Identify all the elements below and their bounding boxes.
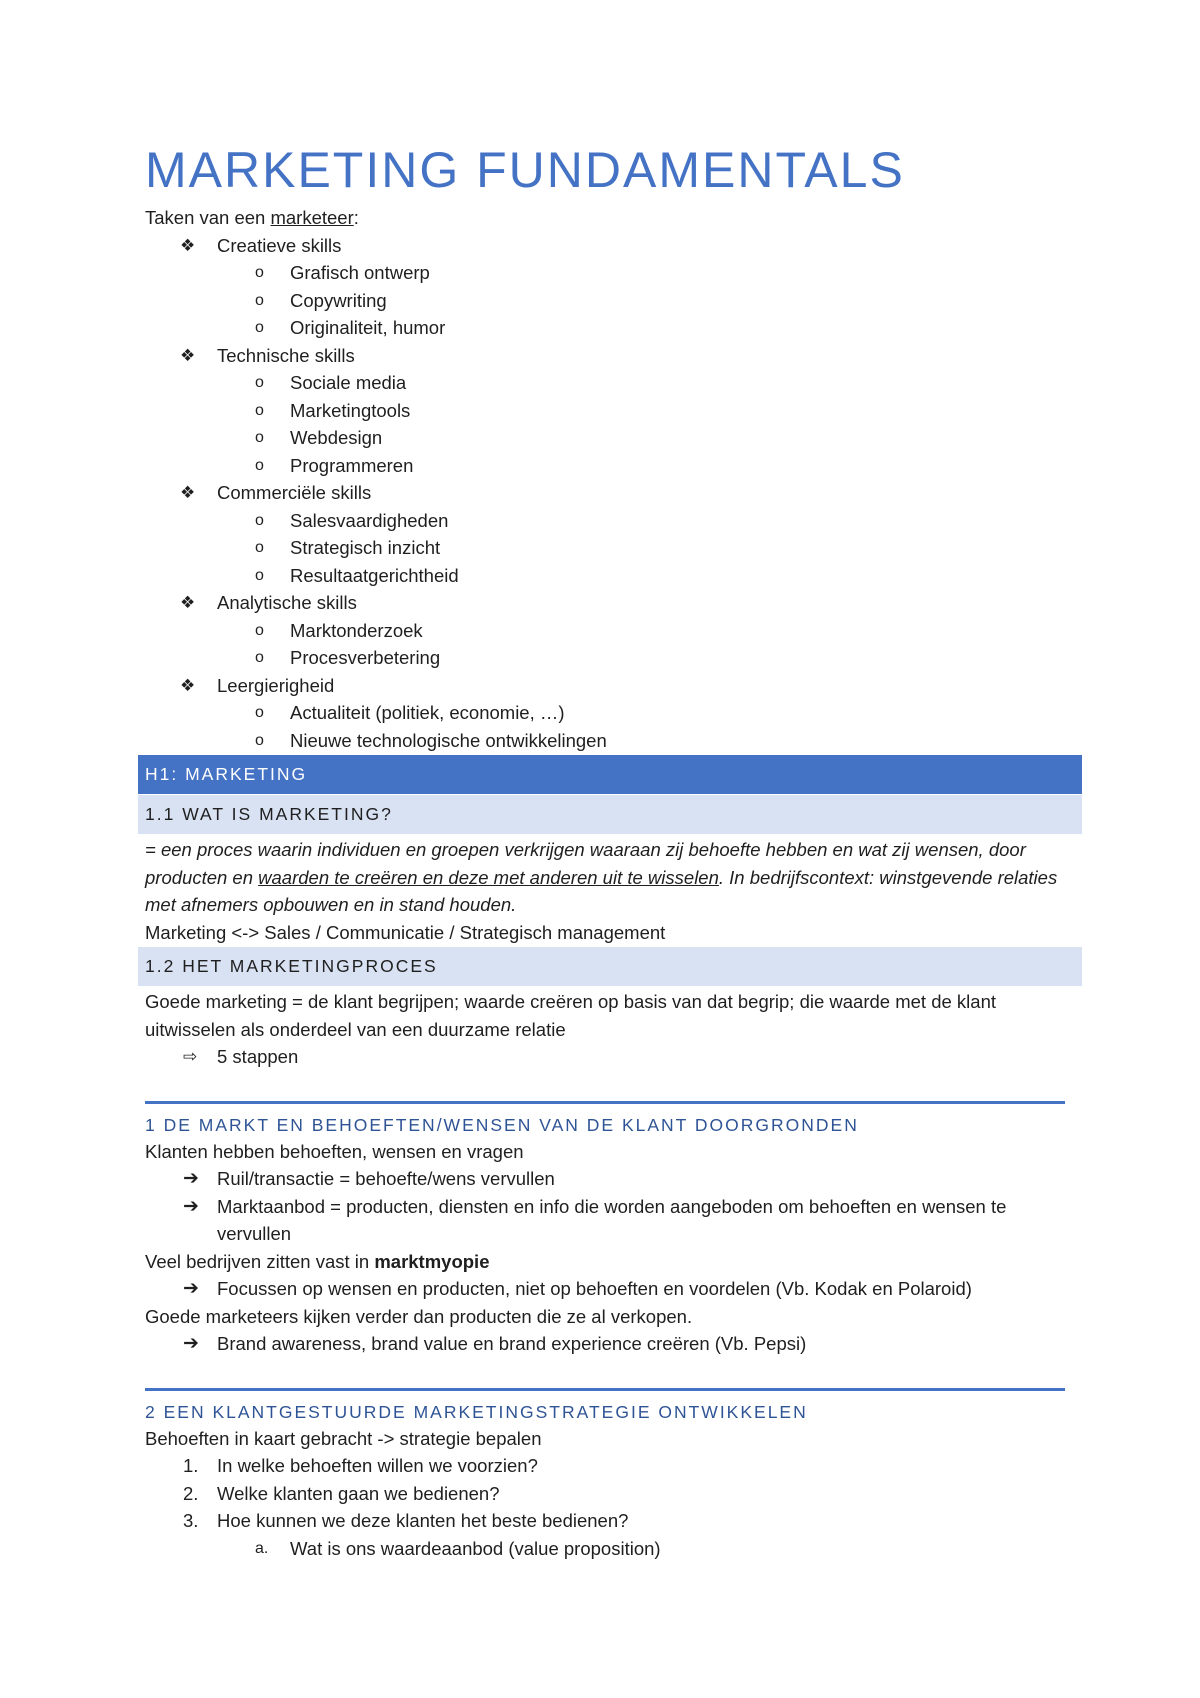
lettered-sub-item <box>145 1535 1075 1563</box>
sub-item-label: Grafisch ontwerp <box>290 262 430 283</box>
skill-item <box>145 479 1075 507</box>
circle-bullet-icon: o <box>255 539 264 556</box>
sub-item <box>145 507 1075 535</box>
arrow-item-label: Brand awareness, brand value en brand experience creëren (Vb. Pepsi) <box>217 1333 807 1354</box>
step-2-line: Behoeften in kaart gebracht -> strategie bepalen <box>145 1427 542 1449</box>
step-1-heading: 1 DE MARKT EN BEHOEFTEN/WENSEN VAN DE KLANT DOORGRONDEN <box>145 1101 1065 1138</box>
diamond-bullet-icon: ❖ <box>180 593 196 612</box>
sub-item-label: Copywriting <box>290 289 387 311</box>
skill-item <box>145 589 1075 617</box>
sub-item <box>145 534 1075 562</box>
marketing-relations-line: Marketing <-> Sales / Communicatie / Strategisch management <box>145 921 666 943</box>
definition-underlined: waarden te creëren en deze met anderen uit te wisselen <box>258 866 719 888</box>
sub-item <box>145 424 1075 452</box>
sub-item <box>145 452 1075 480</box>
circle-bullet-icon: o <box>255 456 264 474</box>
intro-suffix: : <box>353 207 359 228</box>
numbered-item-label: Welke klanten gaan we bedienen? <box>217 1482 500 1504</box>
step-1-line: Goede marketeers kijken verder dan producten die ze al verkopen. <box>145 1305 693 1327</box>
sub-item-label: Strategisch inzicht <box>290 537 441 558</box>
numbered-item <box>145 1507 1075 1535</box>
sub-item-label: Procesverbetering <box>290 647 441 668</box>
arrow-right-icon: ➔ <box>183 1168 199 1189</box>
sub-item <box>145 397 1075 425</box>
circle-bullet-icon: o <box>255 264 264 281</box>
diamond-bullet-icon: ❖ <box>180 345 196 365</box>
sub-item-label: Webdesign <box>290 427 383 448</box>
arrow-item-label: Focussen op wensen en producten, niet op behoeften en voordelen (Vb. Kodak en Polaroid) <box>217 1278 972 1299</box>
steps-item <box>145 1043 1075 1071</box>
sub-item-label: Sociale media <box>290 372 407 393</box>
myopia-term: marktmyopie <box>374 1250 490 1272</box>
circle-bullet-icon: o <box>255 401 264 419</box>
circle-bullet-icon: o <box>255 511 264 529</box>
circle-bullet-icon: o <box>255 566 264 584</box>
arrow-right-icon: ➔ <box>183 1333 199 1354</box>
arrow-item <box>145 1165 1075 1193</box>
circle-bullet-icon: o <box>255 731 264 749</box>
arrow-right-icon: ➔ <box>183 1278 199 1299</box>
skill-label: Leergierigheid <box>217 674 335 696</box>
circle-bullet-icon: o <box>255 291 264 309</box>
sub-item <box>145 287 1075 315</box>
arrow-item-label: Ruil/transactie = behoefte/wens vervullen <box>217 1168 555 1189</box>
myopia-prefix: Veel bedrijven zitten vast in <box>145 1250 375 1272</box>
section-heading-1-2: 1.2 HET MARKETINGPROCES <box>138 947 1082 986</box>
skill-label: Commerciële skills <box>217 482 372 503</box>
skill-item <box>145 672 1075 700</box>
circle-bullet-icon: o <box>255 649 264 666</box>
sub-item-label: Resultaatgerichtheid <box>290 564 459 586</box>
marketing-definition <box>145 836 1075 919</box>
intro-prefix: Taken van een <box>145 207 271 228</box>
sub-item <box>145 644 1075 672</box>
numbered-item <box>145 1452 1075 1480</box>
document-content <box>145 140 1075 1562</box>
step-2-heading: 2 EEN KLANTGESTUURDE MARKETINGSTRATEGIE ONTWIKKELEN <box>145 1388 1065 1425</box>
sub-item-label: Actualiteit (politiek, economie, …) <box>290 702 565 723</box>
sub-item-label: Marketingtools <box>290 399 411 421</box>
step-1-myopia-line <box>145 1248 1075 1276</box>
skill-label: Technische skills <box>217 344 355 366</box>
chapter-heading-bar: H1: MARKETING <box>138 755 1082 794</box>
sub-item <box>145 562 1075 590</box>
definition-part: = een proces waarin individuen en groepen verkrijgen waaraan zij behoefte hebben en wat zij wensen, door producten en <box>145 839 1026 888</box>
arrow-item <box>145 1330 1075 1358</box>
sub-item-label: Programmeren <box>290 454 414 476</box>
sub-item-label: Originaliteit, humor <box>290 317 446 338</box>
circle-bullet-icon: o <box>255 429 264 446</box>
marketing-process-text: Goede marketing = de klant begrijpen; waarde creëren op basis van dat begrip; die waarde met de klant uitwisselen als onderdeel van een duurzame relatie <box>145 991 996 1040</box>
circle-bullet-icon: o <box>255 704 264 721</box>
lettered-item-label: Wat is ons waardeaanbod (value proposition) <box>290 1537 661 1559</box>
numbered-item-label: Hoe kunnen we deze klanten het beste bedienen? <box>217 1510 629 1531</box>
sub-item <box>145 259 1075 287</box>
sub-item <box>145 369 1075 397</box>
circle-bullet-icon: o <box>255 374 264 391</box>
sub-item <box>145 314 1075 342</box>
skill-item <box>145 232 1075 260</box>
sub-item <box>145 727 1075 755</box>
diamond-bullet-icon: ❖ <box>180 483 196 502</box>
hollow-arrow-icon: ⇨ <box>183 1047 198 1066</box>
steps-label: 5 stappen <box>217 1046 299 1067</box>
arrow-item <box>145 1275 1075 1303</box>
arrow-right-icon: ➔ <box>183 1195 199 1217</box>
diamond-bullet-icon: ❖ <box>180 675 196 695</box>
numbered-item-label: In welke behoeften willen we voorzien? <box>217 1455 538 1476</box>
skill-label: Analytische skills <box>217 592 357 613</box>
section-heading-1-1: 1.1 WAT IS MARKETING? <box>138 795 1082 834</box>
marketeer-link: marketeer <box>270 207 354 228</box>
step-1-line: Klanten hebben behoeften, wensen en vragen <box>145 1140 524 1162</box>
sub-item <box>145 617 1075 645</box>
diamond-bullet-icon: ❖ <box>180 235 196 255</box>
item-number: 1. <box>183 1455 199 1476</box>
sub-item-label: Marktonderzoek <box>290 619 423 641</box>
definition-part: . In bedrijfscontext: winstgevende relaties met afnemers opbouwen en in stand houden. <box>145 866 1058 915</box>
sub-item <box>145 699 1075 727</box>
item-letter: a. <box>255 1539 269 1557</box>
arrow-item <box>145 1193 1075 1248</box>
arrow-item-label: Marktaanbod = producten, diensten en info die worden aangeboden om behoeften en wensen te vervullen <box>217 1195 1007 1244</box>
page-title: MARKETING FUNDAMENTALS <box>145 142 905 198</box>
circle-bullet-icon: o <box>255 621 264 639</box>
skill-item <box>145 342 1075 370</box>
circle-bullet-icon: o <box>255 319 264 336</box>
sub-item-label: Salesvaardigheden <box>290 509 449 531</box>
intro-line <box>145 204 1075 232</box>
sub-item-label: Nieuwe technologische ontwikkelingen <box>290 729 607 751</box>
item-number: 3. <box>183 1510 199 1531</box>
skill-label: Creatieve skills <box>217 234 342 256</box>
numbered-item <box>145 1480 1075 1508</box>
item-number: 2. <box>183 1482 199 1504</box>
